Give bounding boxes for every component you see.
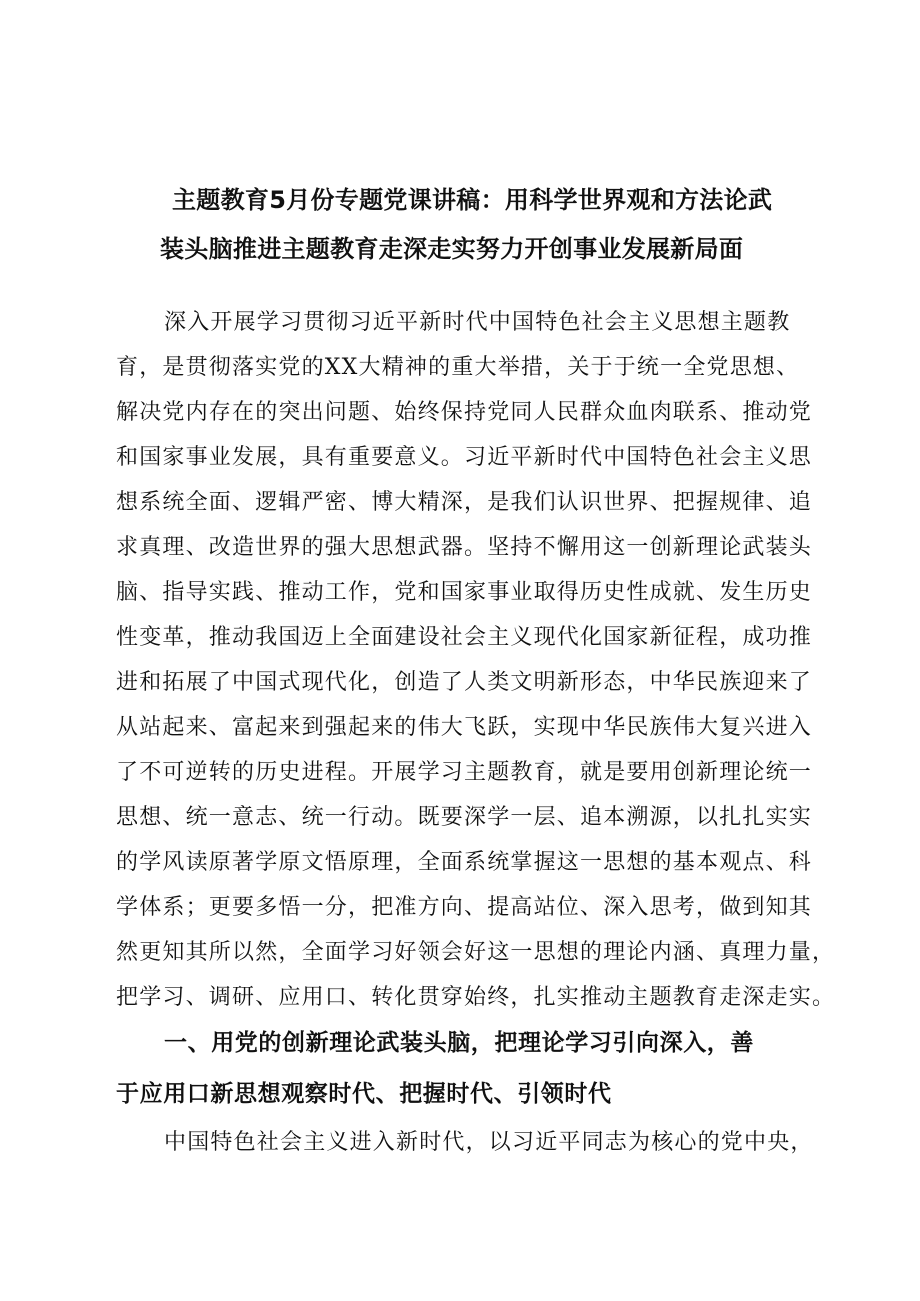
section-heading-line-1: 一、用党的创新理论武装头脑，把理论学习引向深入，善 [164, 1030, 754, 1056]
paragraph-line: 思想、统一意志、统一行动。既要深学一层、追本溯源，以扎扎实实 [116, 805, 813, 830]
paragraph-line: 把学习、调研、应用口、转化贯穿始终，扎实推动主题教育走深走实。 [116, 985, 836, 1010]
paragraph-line: 求真理、改造世界的强大思想武器。坚持不懈用这一创新理论武装头 [116, 535, 813, 560]
paragraph-line: 育，是贯彻落实党的XX大精神的重大举措，关于于统一全党思想、 [116, 355, 800, 380]
paragraph-line: 的学风读原著学原文悟原理，全面系统掌握这一思想的基本观点、科 [116, 850, 813, 875]
paragraph-line: 和国家事业发展，具有重要意义。习近平新时代中国特色社会主义思 [116, 445, 813, 470]
paragraph-line: 深入开展学习贯彻习近平新时代中国特色社会主义思想主题教 [164, 310, 791, 335]
paragraph-line: 然更知其所以然，全面学习好领会好这一思想的理论内涵、真理力量， [116, 940, 836, 965]
paragraph-line: 了不可逆转的历史进程。开展学习主题教育，就是要用创新理论统一 [116, 760, 813, 785]
paragraph-line: 学体系；更要多悟一分，把准方向、提高站位、深入思考，做到知其 [116, 895, 813, 920]
paragraph-line: 中国特色社会主义进入新时代，以习近平同志为核心的党中央， [164, 1130, 814, 1155]
paragraph-line: 想系统全面、逻辑严密、博大精深，是我们认识世界、把握规律、追 [116, 490, 813, 515]
paragraph-line: 进和拓展了中国式现代化，创造了人类文明新形态，中华民族迎来了 [116, 670, 813, 695]
paragraph-line: 性变革，推动我国迈上全面建设社会主义现代化国家新征程，成功推 [116, 625, 813, 650]
document-title-line-1: 主题教育5月份专题党课讲稿：用科学世界观和方法论武 [172, 186, 773, 214]
paragraph-line: 解决党内存在的突出问题、始终保持党同人民群众血肉联系、推动党 [116, 400, 813, 425]
section-heading-line-2: 于应用口新思想观察时代、把握时代、引领时代 [116, 1081, 612, 1107]
paragraph-line: 从站起来、富起来到强起来的伟大飞跃，实现中华民族伟大复兴进入 [116, 715, 813, 740]
document-title-line-2: 装头脑推进主题教育走深走实努力开创事业发展新局面 [160, 235, 744, 263]
paragraph-line: 脑、指导实践、推动工作，党和国家事业取得历史性成就、发生历史 [116, 580, 813, 605]
